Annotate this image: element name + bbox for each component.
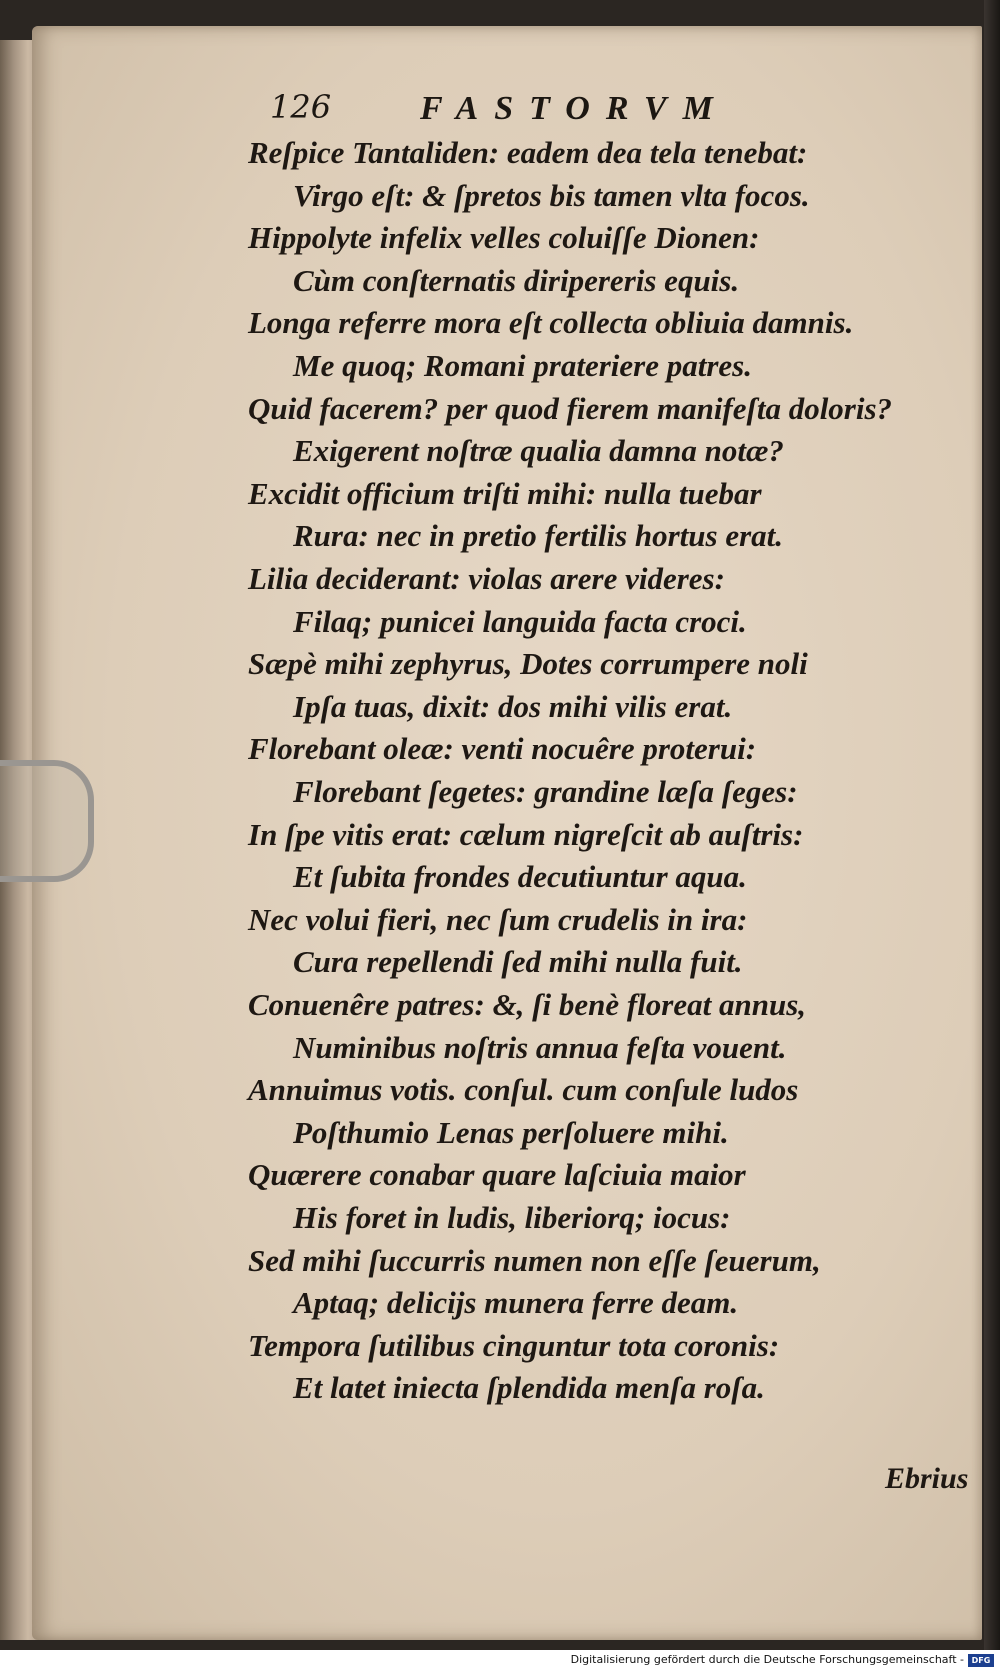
verse-line: Me quoq; Romani prateriere patres. bbox=[293, 348, 752, 383]
footer-credit: Digitalisierung gefördert durch die Deutsche Forschungsgemeinschaft - bbox=[570, 1653, 964, 1666]
verse-line: Florebant ſegetes: grandine læſa ſeges: bbox=[293, 774, 798, 809]
verse-line: Filaq; punicei languida facta croci. bbox=[293, 603, 747, 639]
verse-line: Cura repellendi ſed mihi nulla fuit. bbox=[293, 944, 743, 980]
verse-line: Virgo eſt: & ſpretos bis tamen vlta focos. bbox=[293, 177, 810, 213]
verse-line: Sed mihi ſuccurris numen non eſſe ſeuerum, bbox=[248, 1242, 821, 1278]
verse-line: In ſpe vitis erat: cælum nigreſcit ab auſtris: bbox=[248, 816, 804, 852]
scan-border bbox=[984, 0, 1000, 1650]
verse-line: Poſthumio Lenas perſoluere mihi. bbox=[293, 1114, 729, 1150]
digitization-footer bbox=[0, 1650, 1000, 1672]
verse-line: Exigerent noſtræ qualia damna notæ? bbox=[293, 433, 784, 469]
verse-line: His foret in ludis, liberiorq; iocus: bbox=[293, 1200, 731, 1235]
verse-line: Florebant oleæ: venti nocuêre proterui: bbox=[248, 731, 757, 767]
verse-line: Sæpè mihi zephyrus, Dotes corrumpere noli bbox=[248, 646, 808, 682]
verse-line: Lilia deciderant: violas arere videres: bbox=[248, 561, 725, 596]
verse-line: Numinibus noſtris annua feſta vouent. bbox=[293, 1029, 787, 1065]
page-number: 126 bbox=[270, 88, 332, 126]
verse-line: Et ſubita frondes decutiuntur aqua. bbox=[293, 859, 747, 895]
verse-line: Ipſa tuas, dixit: dos mihi vilis erat. bbox=[293, 688, 733, 724]
verse-line: Hippolyte infelix velles coluiſſe Dionen: bbox=[248, 220, 760, 256]
verse-line: Reſpice Tantaliden: eadem dea tela tenebat: bbox=[248, 135, 808, 170]
page-header bbox=[270, 88, 790, 132]
catchword: Ebrius bbox=[885, 1462, 969, 1495]
verse-line: Quærere conabar quare laſciuia maior bbox=[248, 1157, 746, 1193]
running-title: FASTORVM bbox=[420, 90, 729, 127]
verse-line: Aptaq; delicijs munera ferre deam. bbox=[293, 1285, 739, 1321]
verse-line: Rura: nec in pretio fertilis hortus erat. bbox=[293, 518, 784, 554]
verse-line: Conuenêre patres: &, ſi benè floreat annus, bbox=[248, 987, 807, 1022]
verse-line: Tempora ſutilibus cinguntur tota coronis: bbox=[248, 1327, 780, 1363]
verse-line: Cùm conſternatis diripereris equis. bbox=[293, 262, 740, 298]
verse-line: Et latet iniecta ſplendida menſa roſa. bbox=[293, 1370, 765, 1406]
dfg-logo-icon: DFG bbox=[968, 1654, 994, 1667]
verse-line: Quid facerem? per quod fierem manifeſta doloris? bbox=[248, 390, 893, 426]
verse-line: Annuimus votis. conſul. cum conſule ludos bbox=[248, 1072, 799, 1108]
verse-line: Longa referre mora eſt collecta obliuia damnis. bbox=[248, 305, 854, 341]
page-clip bbox=[0, 760, 94, 882]
verse-line: Excidit officium triſti mihi: nulla tuebar bbox=[248, 475, 762, 511]
verse-line: Nec volui fieri, nec ſum crudelis in ira: bbox=[248, 901, 748, 937]
